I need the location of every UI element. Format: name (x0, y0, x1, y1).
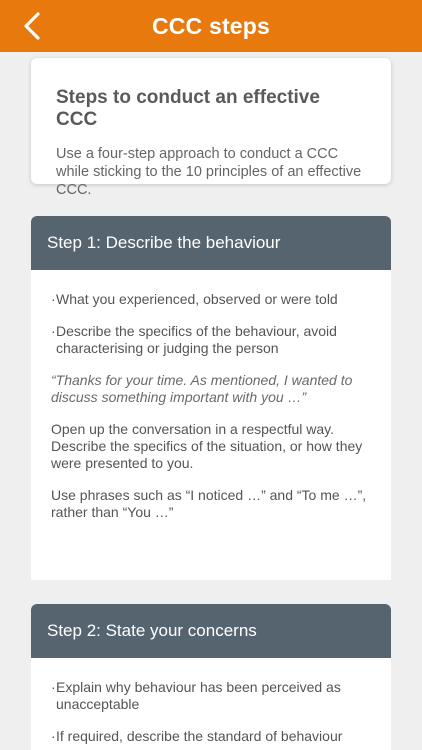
step-body-1 (31, 270, 391, 521)
list-item: · If required, describe the standard of behaviour (51, 728, 343, 744)
step-body-2 (31, 658, 391, 745)
intro-text: Use a four-step approach to conduct a CCC while sticking to the 10 principles of an effective CCC. (56, 146, 362, 198)
step-card-2 (31, 604, 391, 750)
step-paragraph: Open up the conversation in a respectful way. Describe the specifics of the situation, or how they were presented to you. (51, 421, 363, 471)
list-item: · What you experienced, observed or were told (51, 291, 338, 307)
back-button[interactable] (14, 8, 50, 44)
content-scroll[interactable] (0, 52, 422, 750)
step-header-1: Step 1: Describe the behaviour (31, 216, 391, 270)
list-item: · Describe the specifics of the behaviour, avoid characterising or judging the person (51, 323, 337, 356)
list-item: · Explain why behaviour has been perceived as unacceptable (51, 679, 341, 712)
step-card-1 (31, 216, 391, 580)
intro-card (31, 58, 391, 198)
page-title: CCC steps (151, 12, 271, 39)
step-paragraph: Use phrases such as “I noticed …” and “To me …”, rather than “You …” (51, 487, 367, 520)
app-bar (0, 0, 422, 52)
example-quote: “Thanks for your time. As mentioned, I wanted to discuss something important with you …” (51, 372, 353, 405)
chevron-left-icon (21, 11, 43, 41)
step-header-2: Step 2: State your concerns (31, 604, 391, 658)
intro-title: Steps to conduct an effective CCC (56, 87, 320, 130)
